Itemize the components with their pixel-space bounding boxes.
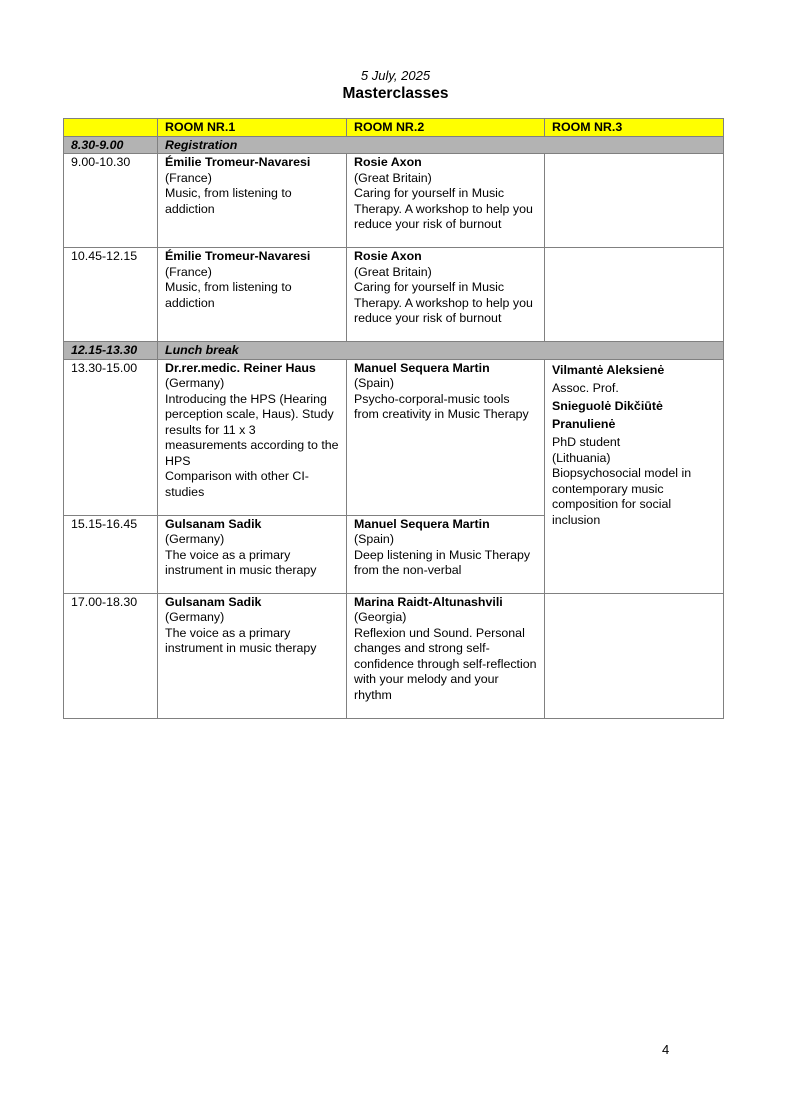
speaker-name: Rosie Axon	[354, 249, 422, 263]
schedule-table	[63, 118, 724, 719]
room1-session	[158, 248, 347, 342]
session-title: Caring for yourself in Music Therapy. A workshop to help you reduce your risk of burnout	[354, 280, 533, 325]
speaker-country: (France)	[165, 264, 212, 279]
speaker-role: PhD student	[552, 434, 621, 449]
speaker-name: Manuel Sequera Martin	[354, 360, 490, 375]
speaker-country: (France)	[165, 170, 212, 185]
room3-header: ROOM NR.3	[545, 119, 724, 137]
session-title: Psycho-corporal-music tools from creativity in Music Therapy	[354, 391, 529, 421]
speaker-country: (Germany)	[165, 376, 225, 390]
speaker-name: Dr.rer.medic. Reiner Haus	[165, 360, 316, 375]
table-row	[64, 154, 724, 248]
room3-session-empty	[545, 154, 724, 248]
room1-session	[158, 359, 347, 515]
slot-time: 10.45-12.15	[64, 248, 158, 342]
session-title: Caring for yourself in Music Therapy. A workshop to help you reduce your risk of burnout	[354, 186, 533, 231]
session-note: Comparison with other CI-studies	[165, 469, 309, 499]
speaker-name: Snieguolė Dikčiūtė Pranulienė	[552, 398, 663, 431]
lunch-time: 12.15-13.30	[64, 342, 158, 360]
slot-time: 15.15-16.45	[64, 515, 158, 593]
room2-session	[347, 515, 545, 593]
speaker-name: Manuel Sequera Martin	[354, 516, 490, 531]
session-title: Music, from listening to addiction	[165, 186, 292, 216]
speaker-country: (Germany)	[165, 610, 225, 624]
header-row	[64, 119, 724, 137]
speaker-country: (Great Britain)	[354, 170, 432, 185]
speaker-name: Rosie Axon	[354, 155, 422, 169]
speaker-name: Émilie Tromeur-Navaresi	[165, 249, 311, 263]
room2-header: ROOM NR.2	[347, 119, 545, 137]
room3-session-empty	[545, 248, 724, 342]
room3-session	[545, 359, 724, 593]
schedule-date: 5 July, 2025	[360, 68, 431, 83]
room2-session	[347, 248, 545, 342]
lunch-label: Lunch break	[158, 342, 724, 360]
table-row	[64, 593, 724, 718]
slot-time: 17.00-18.30	[64, 593, 158, 718]
page-title: Masterclasses	[342, 85, 449, 102]
session-title: The voice as a primary instrument in music therapy	[165, 625, 317, 655]
room1-session	[158, 154, 347, 248]
session-title: Biopsychosocial model in contemporary music composition for social inclusion	[552, 466, 692, 527]
room1-session	[158, 593, 347, 718]
session-title: The voice as a primary instrument in music therapy	[165, 547, 317, 577]
session-title: Music, from listening to addiction	[165, 280, 292, 310]
registration-label: Registration	[158, 136, 724, 154]
room2-session	[347, 593, 545, 718]
registration-time: 8.30-9.00	[64, 136, 158, 154]
room2-session	[347, 359, 545, 515]
speaker-role: Assoc. Prof.	[552, 380, 619, 395]
room2-session	[347, 154, 545, 248]
speaker-country: (Lithuania)	[552, 450, 611, 465]
slot-time: 13.30-15.00	[64, 359, 158, 515]
session-title: Introducing the HPS (Hearing perception scale, Haus). Study results for 11 x 3 measurements according to the HPS	[165, 391, 339, 468]
session-title: Deep listening in Music Therapy from the non-verbal	[354, 547, 531, 577]
page-number: 4	[662, 1042, 670, 1057]
speaker-name: Marina Raidt-Altunashvili	[354, 594, 503, 609]
speaker-country: (Georgia)	[354, 610, 407, 624]
table-row	[64, 359, 724, 515]
time-column-header	[64, 119, 158, 137]
table-row	[64, 248, 724, 342]
registration-row	[64, 136, 724, 154]
speaker-country: (Germany)	[165, 532, 225, 546]
speaker-name: Gulsanam Sadik	[165, 594, 262, 609]
slot-time: 9.00-10.30	[64, 154, 158, 248]
speaker-name: Vilmantė Aleksienė	[552, 362, 665, 377]
speaker-country: (Great Britain)	[354, 264, 432, 279]
speaker-country: (Spain)	[354, 532, 394, 546]
session-title: Reflexion und Sound. Personal changes and strong self-confidence through self-reflection with your melody and your rhythm	[354, 625, 537, 702]
lunch-row	[64, 342, 724, 360]
speaker-name: Émilie Tromeur-Navaresi	[165, 155, 311, 169]
speaker-name: Gulsanam Sadik	[165, 516, 262, 531]
room3-session-empty	[545, 593, 724, 718]
room1-header: ROOM NR.1	[158, 119, 347, 137]
room1-session	[158, 515, 347, 593]
speaker-country: (Spain)	[354, 376, 394, 390]
